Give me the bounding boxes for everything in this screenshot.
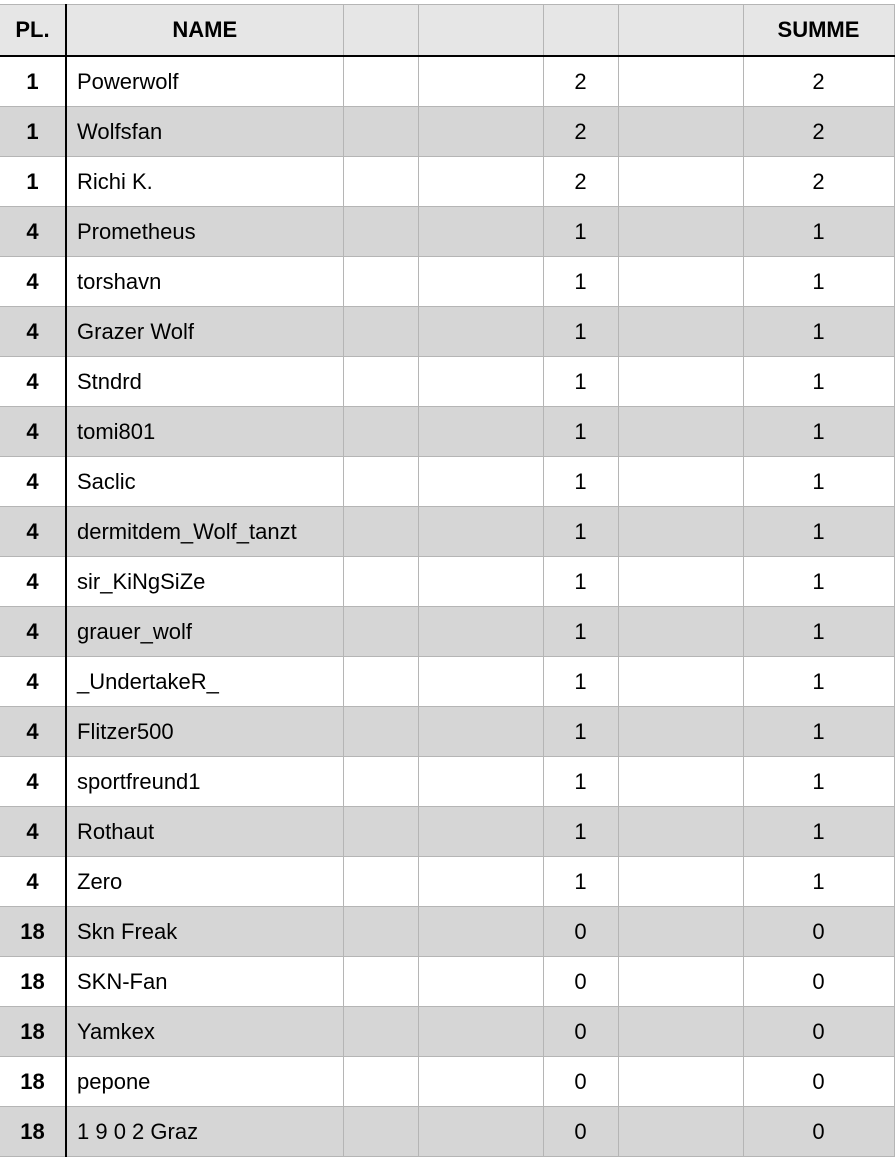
cell-round-4[interactable] bbox=[618, 1107, 743, 1157]
cell-total[interactable]: 1 bbox=[743, 857, 894, 907]
cell-round-2[interactable] bbox=[418, 807, 543, 857]
column-header-round-3[interactable] bbox=[543, 5, 618, 57]
table-row[interactable] bbox=[0, 807, 894, 857]
table-row[interactable] bbox=[0, 757, 894, 807]
cell-round-4[interactable] bbox=[618, 607, 743, 657]
header-row bbox=[0, 5, 894, 57]
cell-round-1[interactable] bbox=[343, 707, 418, 757]
cell-round-3[interactable]: 0 bbox=[543, 957, 618, 1007]
cell-round-4[interactable] bbox=[618, 657, 743, 707]
cell-total[interactable]: 1 bbox=[743, 657, 894, 707]
cell-round-3[interactable]: 0 bbox=[543, 1007, 618, 1057]
table-row[interactable] bbox=[0, 707, 894, 757]
table-row[interactable] bbox=[0, 407, 894, 457]
cell-round-4[interactable] bbox=[618, 807, 743, 857]
column-header-round-1[interactable] bbox=[343, 5, 418, 57]
cell-name[interactable]: Flitzer500 bbox=[66, 707, 343, 757]
table-row[interactable] bbox=[0, 357, 894, 407]
column-header-place[interactable]: PL. bbox=[0, 5, 66, 57]
cell-place[interactable]: 1 bbox=[0, 157, 66, 207]
cell-name[interactable]: Grazer Wolf bbox=[66, 307, 343, 357]
cell-round-1[interactable] bbox=[343, 1007, 418, 1057]
cell-name[interactable]: SKN-Fan bbox=[66, 957, 343, 1007]
table-row[interactable] bbox=[0, 1007, 894, 1057]
cell-place[interactable]: 18 bbox=[0, 1107, 66, 1157]
cell-round-3[interactable]: 1 bbox=[543, 707, 618, 757]
cell-round-4[interactable] bbox=[618, 707, 743, 757]
cell-total[interactable]: 0 bbox=[743, 1007, 894, 1057]
table-row[interactable] bbox=[0, 957, 894, 1007]
cell-round-2[interactable] bbox=[418, 657, 543, 707]
cell-round-1[interactable] bbox=[343, 757, 418, 807]
cell-round-2[interactable] bbox=[418, 257, 543, 307]
cell-place[interactable]: 18 bbox=[0, 957, 66, 1007]
cell-round-1[interactable] bbox=[343, 807, 418, 857]
cell-place[interactable]: 18 bbox=[0, 1057, 66, 1107]
cell-round-3[interactable]: 2 bbox=[543, 107, 618, 157]
cell-name[interactable]: Stndrd bbox=[66, 357, 343, 407]
cell-round-2[interactable] bbox=[418, 307, 543, 357]
cell-round-4[interactable] bbox=[618, 1057, 743, 1107]
cell-place[interactable]: 4 bbox=[0, 757, 66, 807]
cell-round-2[interactable] bbox=[418, 607, 543, 657]
cell-round-3[interactable]: 1 bbox=[543, 807, 618, 857]
cell-round-1[interactable] bbox=[343, 957, 418, 1007]
cell-total[interactable]: 1 bbox=[743, 607, 894, 657]
cell-round-4[interactable] bbox=[618, 907, 743, 957]
cell-total[interactable]: 1 bbox=[743, 807, 894, 857]
cell-round-4[interactable] bbox=[618, 307, 743, 357]
cell-round-1[interactable] bbox=[343, 307, 418, 357]
table-row[interactable] bbox=[0, 157, 894, 207]
cell-total[interactable]: 2 bbox=[743, 107, 894, 157]
cell-name[interactable]: sir_KiNgSiZe bbox=[66, 557, 343, 607]
cell-name[interactable]: sportfreund1 bbox=[66, 757, 343, 807]
table-row[interactable] bbox=[0, 257, 894, 307]
cell-name[interactable]: Yamkex bbox=[66, 1007, 343, 1057]
table-row[interactable] bbox=[0, 1057, 894, 1107]
table-row[interactable] bbox=[0, 207, 894, 257]
cell-round-4[interactable] bbox=[618, 56, 743, 107]
cell-place[interactable]: 4 bbox=[0, 257, 66, 307]
cell-round-3[interactable]: 1 bbox=[543, 557, 618, 607]
cell-total[interactable]: 0 bbox=[743, 907, 894, 957]
cell-total[interactable]: 1 bbox=[743, 457, 894, 507]
cell-round-4[interactable] bbox=[618, 257, 743, 307]
cell-round-1[interactable] bbox=[343, 1057, 418, 1107]
cell-round-3[interactable]: 1 bbox=[543, 857, 618, 907]
cell-place[interactable]: 4 bbox=[0, 807, 66, 857]
table-row[interactable] bbox=[0, 307, 894, 357]
cell-round-3[interactable]: 1 bbox=[543, 257, 618, 307]
cell-round-1[interactable] bbox=[343, 207, 418, 257]
table-row[interactable] bbox=[0, 607, 894, 657]
cell-round-2[interactable] bbox=[418, 357, 543, 407]
table-row[interactable] bbox=[0, 107, 894, 157]
table-row[interactable] bbox=[0, 657, 894, 707]
cell-round-3[interactable]: 1 bbox=[543, 357, 618, 407]
table-header bbox=[0, 5, 894, 57]
cell-place[interactable]: 18 bbox=[0, 907, 66, 957]
cell-total[interactable]: 1 bbox=[743, 557, 894, 607]
cell-total[interactable]: 1 bbox=[743, 707, 894, 757]
table-row[interactable] bbox=[0, 907, 894, 957]
cell-round-4[interactable] bbox=[618, 857, 743, 907]
cell-place[interactable]: 4 bbox=[0, 357, 66, 407]
cell-round-3[interactable]: 0 bbox=[543, 907, 618, 957]
cell-round-2[interactable] bbox=[418, 457, 543, 507]
cell-round-2[interactable] bbox=[418, 557, 543, 607]
cell-name[interactable]: Rothaut bbox=[66, 807, 343, 857]
cell-place[interactable]: 4 bbox=[0, 307, 66, 357]
cell-place[interactable]: 4 bbox=[0, 657, 66, 707]
cell-round-1[interactable] bbox=[343, 557, 418, 607]
column-header-total[interactable]: SUMME bbox=[743, 5, 894, 57]
cell-total[interactable]: 2 bbox=[743, 56, 894, 107]
cell-round-1[interactable] bbox=[343, 857, 418, 907]
cell-total[interactable]: 1 bbox=[743, 757, 894, 807]
cell-name[interactable]: Saclic bbox=[66, 457, 343, 507]
cell-total[interactable]: 2 bbox=[743, 157, 894, 207]
cell-place[interactable]: 4 bbox=[0, 607, 66, 657]
cell-name[interactable]: 1 9 0 2 Graz bbox=[66, 1107, 343, 1157]
cell-round-3[interactable]: 1 bbox=[543, 657, 618, 707]
cell-place[interactable]: 4 bbox=[0, 507, 66, 557]
table-row[interactable] bbox=[0, 507, 894, 557]
cell-total[interactable]: 0 bbox=[743, 957, 894, 1007]
column-header-round-2[interactable] bbox=[418, 5, 543, 57]
cell-round-3[interactable]: 1 bbox=[543, 207, 618, 257]
cell-name[interactable]: _UndertakeR_ bbox=[66, 657, 343, 707]
cell-round-2[interactable] bbox=[418, 107, 543, 157]
cell-place[interactable]: 1 bbox=[0, 107, 66, 157]
cell-round-1[interactable] bbox=[343, 507, 418, 557]
table-row[interactable] bbox=[0, 56, 894, 107]
cell-name[interactable]: tomi801 bbox=[66, 407, 343, 457]
cell-place[interactable]: 4 bbox=[0, 557, 66, 607]
cell-total[interactable]: 0 bbox=[743, 1057, 894, 1107]
cell-name[interactable]: Wolfsfan bbox=[66, 107, 343, 157]
cell-round-1[interactable] bbox=[343, 1107, 418, 1157]
cell-name[interactable]: Richi K. bbox=[66, 157, 343, 207]
cell-round-2[interactable] bbox=[418, 757, 543, 807]
cell-round-3[interactable]: 1 bbox=[543, 407, 618, 457]
cell-round-1[interactable] bbox=[343, 907, 418, 957]
table-row[interactable] bbox=[0, 557, 894, 607]
cell-round-2[interactable] bbox=[418, 707, 543, 757]
cell-round-2[interactable] bbox=[418, 1107, 543, 1157]
standings-table bbox=[0, 4, 895, 1157]
cell-place[interactable]: 4 bbox=[0, 707, 66, 757]
cell-round-1[interactable] bbox=[343, 107, 418, 157]
column-header-name[interactable]: NAME bbox=[66, 5, 343, 57]
cell-round-2[interactable] bbox=[418, 1007, 543, 1057]
cell-round-2[interactable] bbox=[418, 507, 543, 557]
cell-round-4[interactable] bbox=[618, 357, 743, 407]
cell-round-3[interactable]: 1 bbox=[543, 507, 618, 557]
cell-round-1[interactable] bbox=[343, 56, 418, 107]
cell-place[interactable]: 1 bbox=[0, 56, 66, 107]
cell-place[interactable]: 4 bbox=[0, 857, 66, 907]
cell-name[interactable]: pepone bbox=[66, 1057, 343, 1107]
cell-round-1[interactable] bbox=[343, 357, 418, 407]
cell-place[interactable]: 4 bbox=[0, 207, 66, 257]
cell-round-1[interactable] bbox=[343, 257, 418, 307]
cell-round-2[interactable] bbox=[418, 1057, 543, 1107]
table-row[interactable] bbox=[0, 1107, 894, 1157]
cell-round-4[interactable] bbox=[618, 957, 743, 1007]
cell-name[interactable]: Prometheus bbox=[66, 207, 343, 257]
cell-round-3[interactable]: 0 bbox=[543, 1057, 618, 1107]
cell-round-2[interactable] bbox=[418, 157, 543, 207]
cell-round-2[interactable] bbox=[418, 857, 543, 907]
cell-place[interactable]: 4 bbox=[0, 457, 66, 507]
cell-name[interactable]: dermitdem_Wolf_tanzt bbox=[66, 507, 343, 557]
cell-round-3[interactable]: 1 bbox=[543, 457, 618, 507]
cell-total[interactable]: 1 bbox=[743, 207, 894, 257]
cell-round-4[interactable] bbox=[618, 207, 743, 257]
cell-name[interactable]: torshavn bbox=[66, 257, 343, 307]
cell-round-2[interactable] bbox=[418, 56, 543, 107]
cell-total[interactable]: 1 bbox=[743, 507, 894, 557]
cell-round-4[interactable] bbox=[618, 407, 743, 457]
cell-name[interactable]: grauer_wolf bbox=[66, 607, 343, 657]
cell-round-1[interactable] bbox=[343, 407, 418, 457]
cell-round-1[interactable] bbox=[343, 657, 418, 707]
cell-place[interactable]: 18 bbox=[0, 1007, 66, 1057]
cell-total[interactable]: 1 bbox=[743, 357, 894, 407]
cell-round-2[interactable] bbox=[418, 957, 543, 1007]
cell-place[interactable]: 4 bbox=[0, 407, 66, 457]
column-header-round-4[interactable] bbox=[618, 5, 743, 57]
cell-round-3[interactable]: 1 bbox=[543, 607, 618, 657]
cell-round-4[interactable] bbox=[618, 757, 743, 807]
cell-round-3[interactable]: 2 bbox=[543, 157, 618, 207]
cell-round-2[interactable] bbox=[418, 207, 543, 257]
cell-round-4[interactable] bbox=[618, 107, 743, 157]
cell-total[interactable]: 1 bbox=[743, 307, 894, 357]
cell-round-3[interactable]: 0 bbox=[543, 1107, 618, 1157]
cell-total[interactable]: 1 bbox=[743, 257, 894, 307]
cell-total[interactable]: 1 bbox=[743, 407, 894, 457]
cell-name[interactable]: Skn Freak bbox=[66, 907, 343, 957]
table-row[interactable] bbox=[0, 857, 894, 907]
cell-round-3[interactable]: 1 bbox=[543, 757, 618, 807]
cell-round-1[interactable] bbox=[343, 457, 418, 507]
cell-round-2[interactable] bbox=[418, 907, 543, 957]
cell-round-4[interactable] bbox=[618, 1007, 743, 1057]
cell-total[interactable]: 0 bbox=[743, 1107, 894, 1157]
cell-name[interactable]: Zero bbox=[66, 857, 343, 907]
cell-round-1[interactable] bbox=[343, 157, 418, 207]
cell-round-3[interactable]: 1 bbox=[543, 307, 618, 357]
cell-round-1[interactable] bbox=[343, 607, 418, 657]
cell-round-4[interactable] bbox=[618, 457, 743, 507]
cell-round-2[interactable] bbox=[418, 407, 543, 457]
cell-round-4[interactable] bbox=[618, 157, 743, 207]
cell-round-4[interactable] bbox=[618, 557, 743, 607]
table-row[interactable] bbox=[0, 457, 894, 507]
cell-name[interactable]: Powerwolf bbox=[66, 56, 343, 107]
cell-round-3[interactable]: 2 bbox=[543, 56, 618, 107]
cell-round-4[interactable] bbox=[618, 507, 743, 557]
table-body bbox=[0, 56, 894, 1157]
